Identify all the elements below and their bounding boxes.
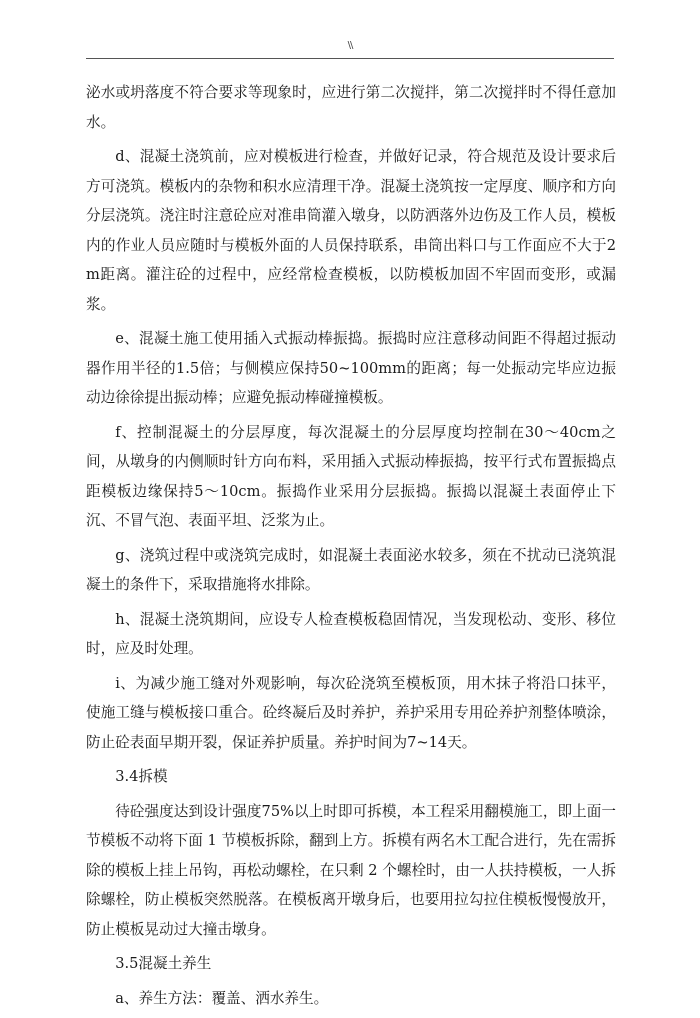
- document-body: [86, 78, 616, 1018]
- paragraph-item-g: g、浇筑过程中或浇筑完成时，如混凝土表面泌水较多，须在不扰动已浇筑混凝土的条件下，采取措施将水排除。: [86, 546, 616, 593]
- header-divider: [86, 58, 614, 59]
- section-heading-formwork-removal: 3.4拆模: [115, 768, 168, 785]
- paragraph-item-h: h、混凝土浇筑期间，应设专人检查模板稳固情况，当发现松动、变形、移位时，应及时处理。: [86, 610, 616, 657]
- paragraph-formwork-removal: 待砼强度达到设计强度75%以上时即可拆模，本工程采用翻模施工，即上面一节模板不动将下面 1 节模板拆除，翻到上方。拆模有两名木工配合进行，先在需拆除的模板上挂上吊钩，再松动螺栓，在只剩 2 个螺栓时，由一人扶持模板，一人拆除螺栓，防止模板突然脱落。在模板离开墩身后，也要用拉勾拉住模板慢慢放开，防止模板晃动过大撞击墩身。: [86, 802, 616, 938]
- paragraph-item-a: a、养生方法：覆盖、洒水养生。: [115, 989, 329, 1007]
- paragraph-continuation: 泌水或坍落度不符合要求等现象时，应进行第二次搅拌，第二次搅拌时不得任意加水。: [86, 84, 616, 131]
- paragraph-item-i: i、为减少施工缝对外观影响，每次砼浇筑至模板顶，用木抹子将沿口抹平，使施工缝与模板接口重合。砼终凝后及时养护，养护采用专用砼养护剂整体喷涂，防止砼表面早期开裂，保证养护质量。养护时间为7~14天。: [86, 674, 616, 751]
- paragraph-item-f: f、控制混凝土的分层厚度，每次混凝土的分层厚度均控制在30～40cm之间，从墩身的内侧顺时针方向布料，采用插入式振动棒振捣，按平行式布置振捣点距模板边缘保持5～10cm。振捣作业采用分层振捣。振捣以混凝土表面停止下沉、不冒气泡、表面平坦、泛浆为止。: [86, 423, 616, 529]
- paragraph-item-e: e、混凝土施工使用插入式振动棒振捣。振捣时应注意移动间距不得超过振动器作用半径的1.5倍；与侧模应保持50~100mm的距离；每一处振动完毕应边振动边徐徐提出振动棒；应避免振动棒碰撞模板。: [86, 330, 616, 406]
- paragraph-item-d: d、混凝土浇筑前，应对模板进行检查，并做好记录，符合规范及设计要求后方可浇筑。模板内的杂物和积水应清理干净。混凝土浇筑按一定厚度、顺序和方向分层浇筑。浇注时注意砼应对准串筒灌入墩身，以防洒落外边伤及工作人员，模板内的作业人员应随时与模板外面的人员保持联系，串筒出料口与工作面应不大于2m距离。灌注砼的过程中，应经常检查模板，以防模板加固不牢固而变形，或漏浆。: [86, 148, 616, 313]
- section-heading-concrete-curing: 3.5混凝土养生: [115, 955, 212, 972]
- header-mark: \\: [347, 40, 353, 51]
